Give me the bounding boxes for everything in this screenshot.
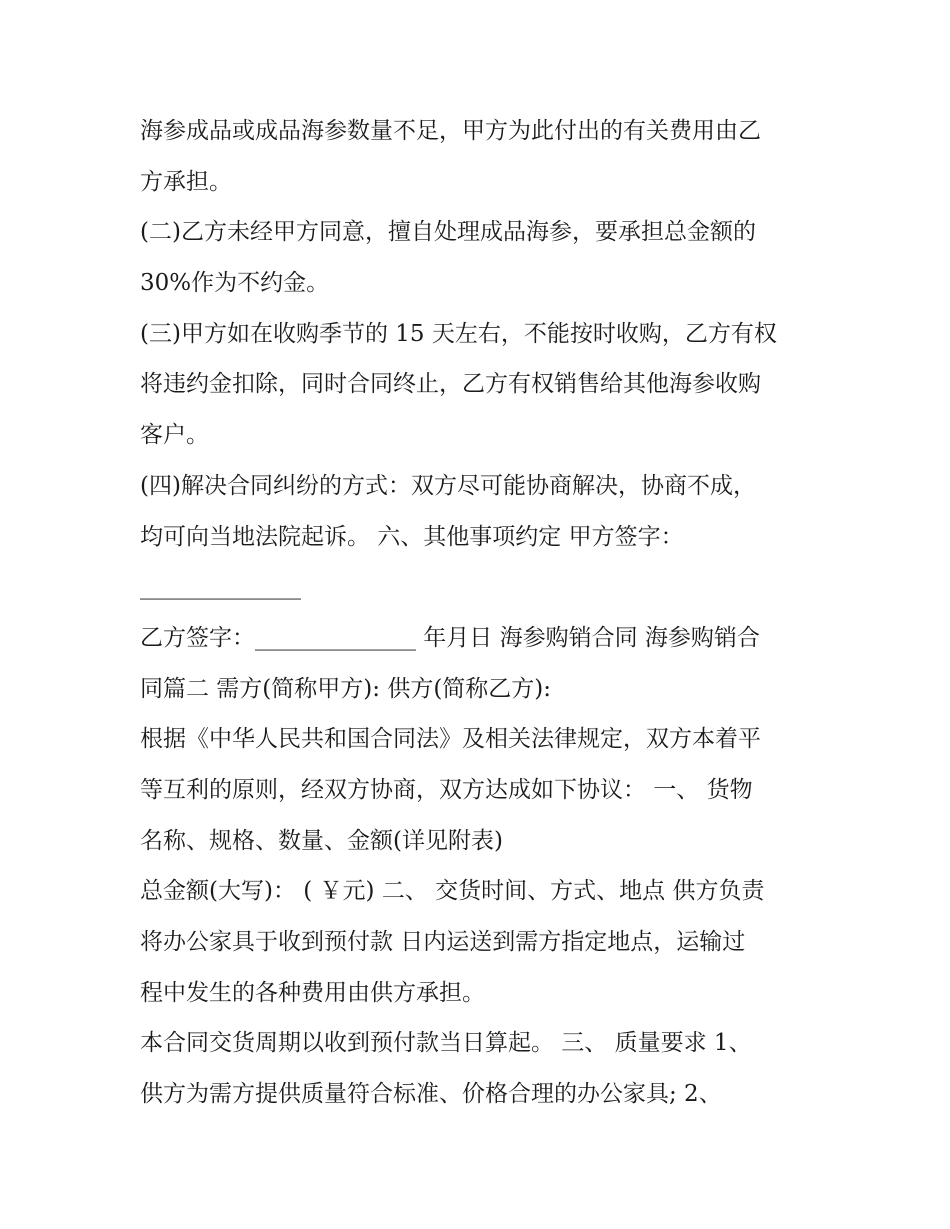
text-line-1: 海参成品或成品海参数量不足，甲方为此付出的有关费用由乙: [140, 118, 761, 144]
contract-text-block: [140, 106, 830, 1119]
text-line-16: 总金额(大写)： ( ￥元) 二、 交货时间、方式、地点 供方负责: [140, 878, 765, 905]
text-line-9: 均可向当地法院起诉。 六、其他事项约定 甲方签字：: [140, 523, 684, 550]
text-line-8: (四)解决合同纠纷的方式：双方尽可能协商解决，协商不成，: [140, 472, 756, 499]
text-line-15: 名称、规格、数量、金额(详见附表): [140, 827, 503, 854]
text-line-14: 等互利的原则，经双方协商，双方达成如下协议： 一、 货物: [140, 776, 753, 803]
text-line-3: (二)乙方未经甲方同意，擅自处理成品海参，要承担总金额的: [140, 219, 756, 246]
text-line-7: 客户。: [140, 422, 209, 449]
text-line-2: 方承担。: [140, 168, 232, 195]
signature-blank-party-a: ______________: [140, 574, 301, 601]
text-line-4: 30%作为不约金。: [140, 270, 330, 297]
text-line-13: 根据《中华人民共和国合同法》及相关法律规定，双方本着平: [140, 726, 761, 753]
text-line-5: (三)甲方如在收购季节的 15 天左右，不能按时收购，乙方有权: [140, 320, 777, 347]
text-line-20: 供方为需方提供质量符合标准、价格合理的办公家具; 2、: [140, 1081, 722, 1108]
text-line-12: 同篇二 需方(简称甲方): 供方(简称乙方):: [140, 675, 552, 702]
text-line-18: 程中发生的各种费用由供方承担。: [140, 979, 485, 1006]
text-line-11: 乙方签字：______________ 年月日 海参购销合同 海参购销合: [140, 624, 760, 651]
text-line-19: 本合同交货周期以收到预付款当日算起。 三、 质量要求 1、: [140, 1030, 752, 1057]
text-line-17: 将办公家具于收到预付款 日内运送到需方指定地点，运输过: [140, 929, 746, 955]
text-line-6: 将违约金扣除，同时合同终止，乙方有权销售给其他海参收购: [140, 371, 761, 398]
